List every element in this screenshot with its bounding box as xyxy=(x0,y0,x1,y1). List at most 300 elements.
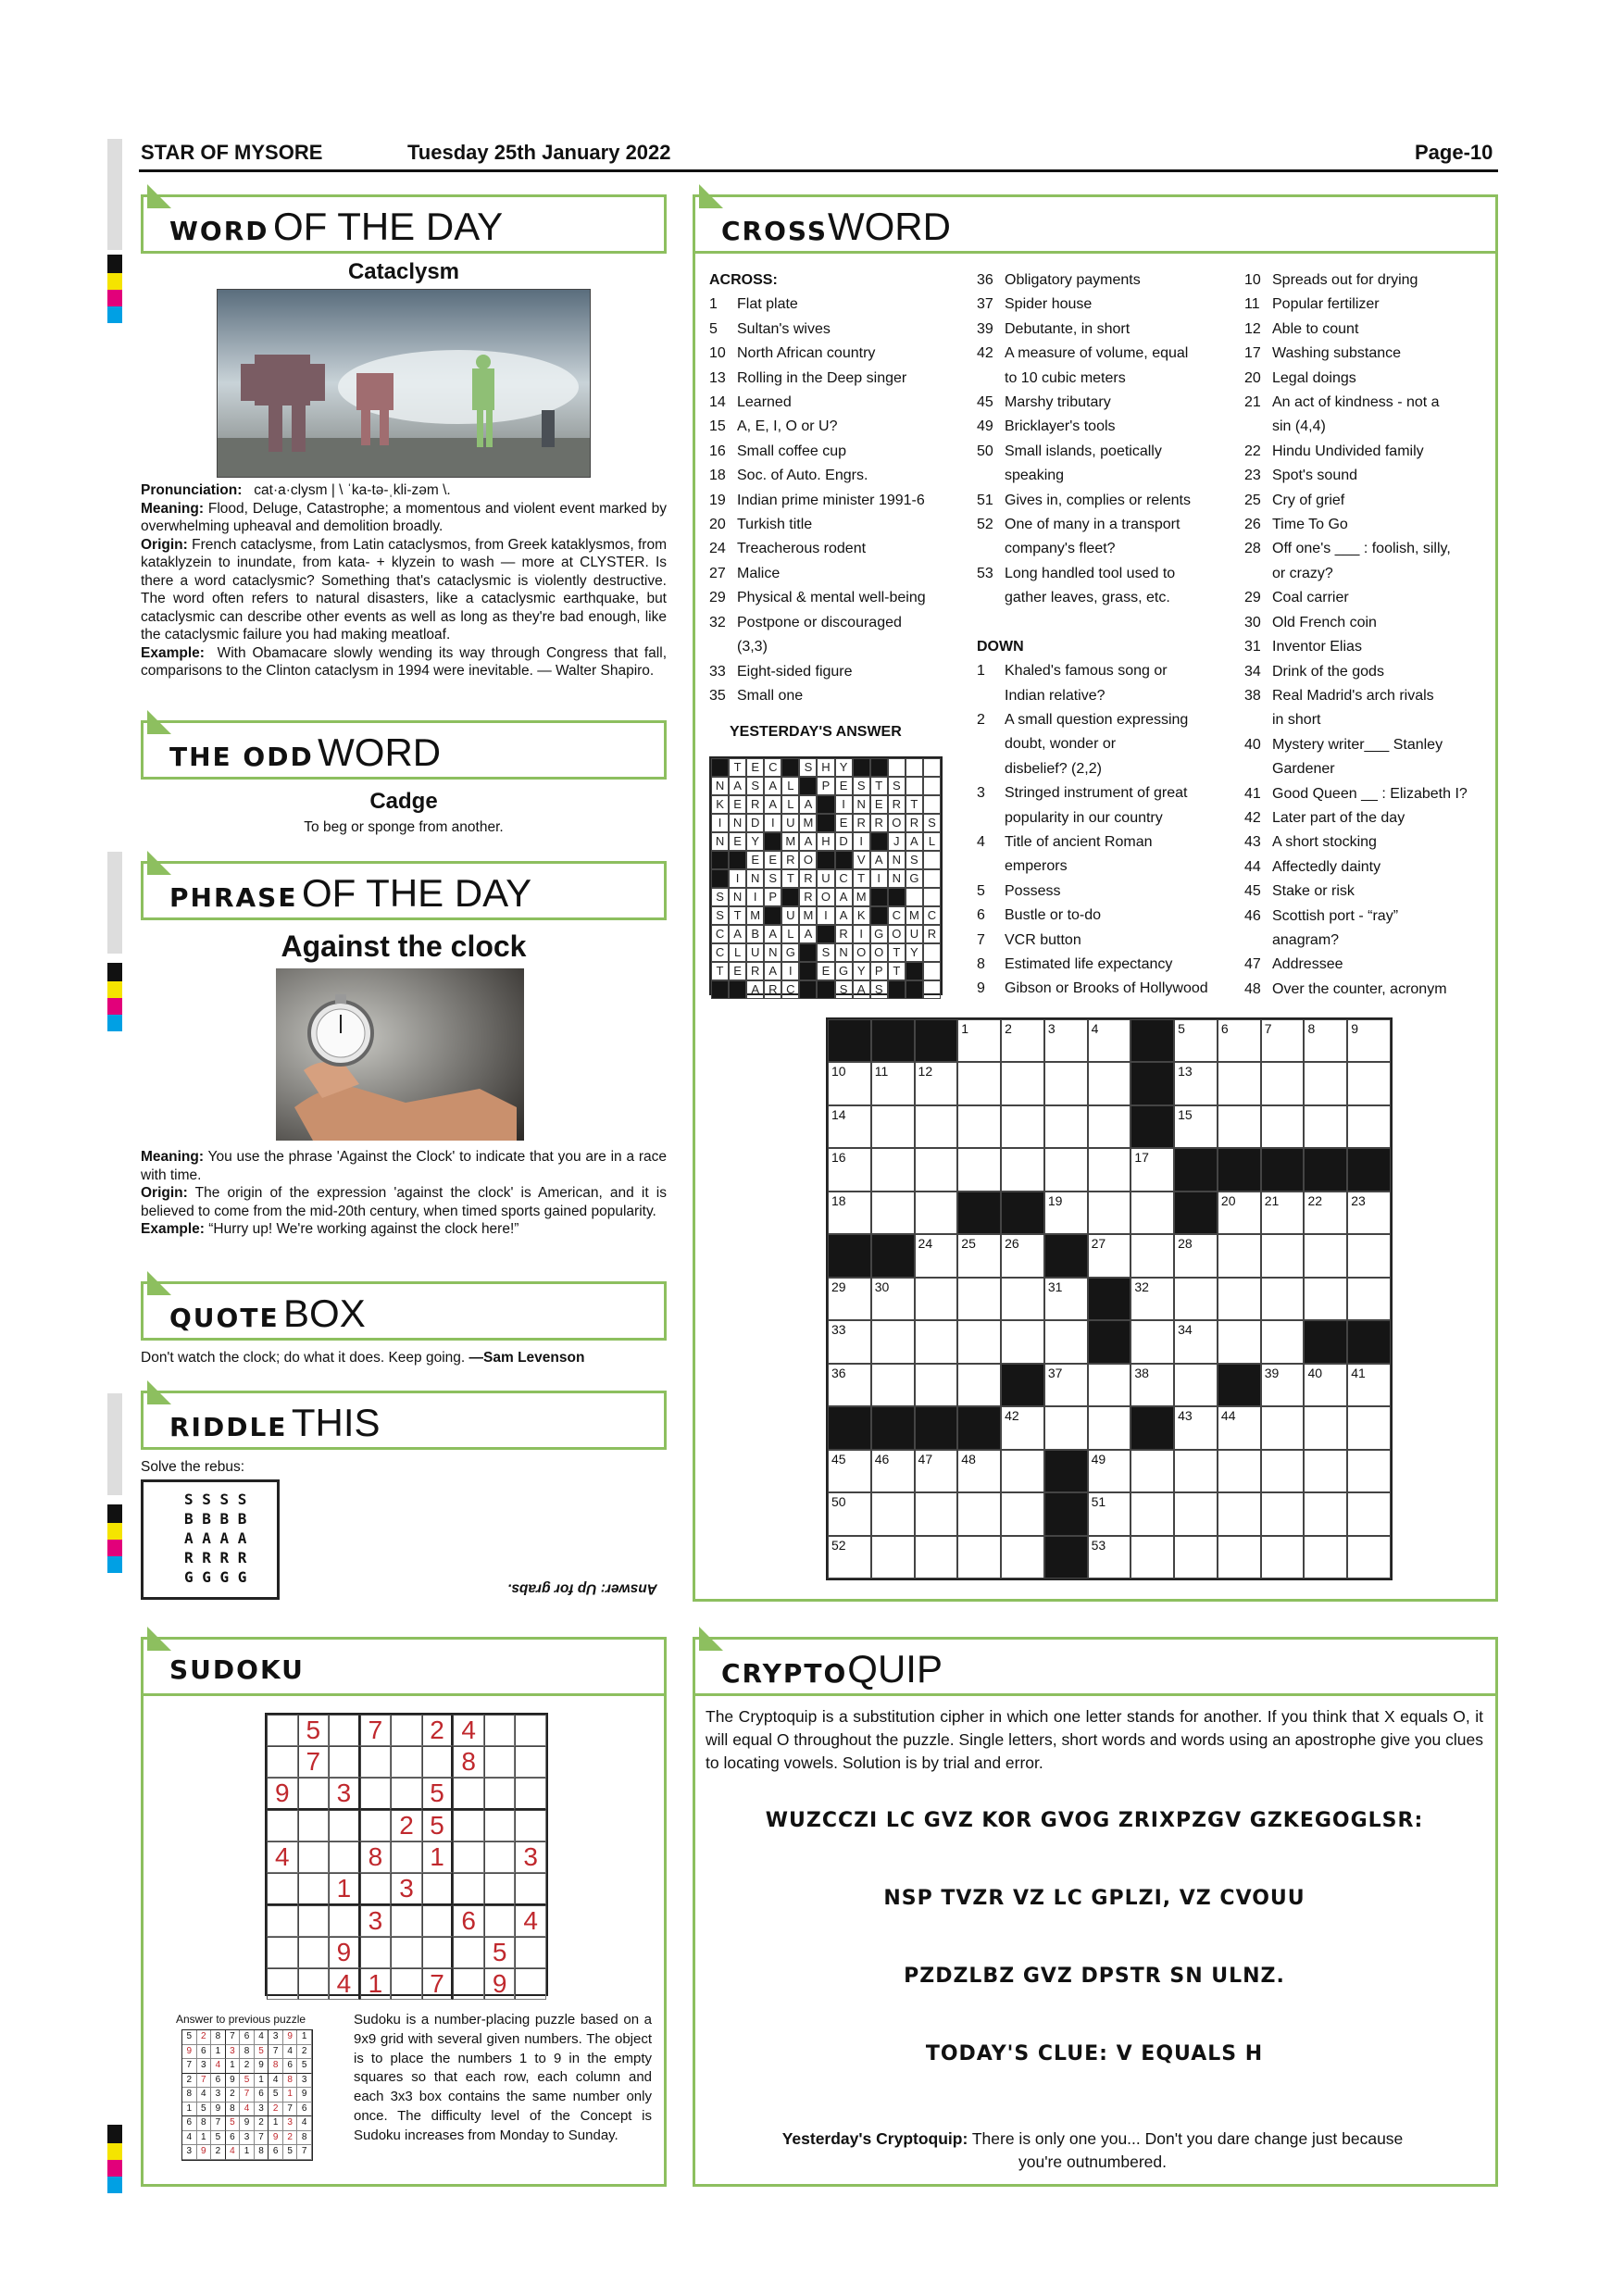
answer-cell: N xyxy=(764,943,781,962)
sudoku-cell[interactable] xyxy=(484,1873,516,1905)
crossword-cell[interactable] xyxy=(1001,1406,1044,1449)
crossword-cell[interactable] xyxy=(1304,1148,1347,1191)
sudoku-cell[interactable]: 9 xyxy=(267,1778,298,1810)
sudoku-cell[interactable] xyxy=(298,1810,330,1841)
crossword-cell[interactable] xyxy=(1347,1148,1391,1191)
crossword-cell[interactable] xyxy=(828,1278,871,1320)
crossword-cell[interactable] xyxy=(1304,1019,1347,1062)
crossword-cell[interactable] xyxy=(957,1320,1001,1363)
color-mark-yellow xyxy=(107,2143,122,2160)
sudoku-cell[interactable] xyxy=(298,1968,330,2000)
crossword-cell[interactable] xyxy=(1088,1492,1131,1535)
sudoku-cell[interactable] xyxy=(360,1937,392,1968)
crossword-cell[interactable] xyxy=(1261,1320,1305,1363)
sudoku-cell[interactable]: 2 xyxy=(422,1715,454,1746)
crossword-cell[interactable] xyxy=(828,1536,871,1578)
sudoku-cell[interactable] xyxy=(298,1937,330,1968)
sudoku-cell[interactable]: 1 xyxy=(329,1873,360,1905)
sudoku-cell[interactable]: 6 xyxy=(453,1905,484,1937)
sudoku-cell[interactable] xyxy=(329,1715,360,1746)
clue-row xyxy=(977,464,1231,488)
crossword-cell[interactable] xyxy=(1261,1234,1305,1277)
crossword-cell[interactable] xyxy=(1347,1278,1391,1320)
crossword-cell[interactable] xyxy=(1347,1192,1391,1234)
crossword-cell[interactable] xyxy=(1131,1492,1174,1535)
previous-answer-cell: 2 xyxy=(211,2145,226,2160)
clue-text: One of many in a transport xyxy=(1005,517,1181,533)
crossword-cell[interactable] xyxy=(1218,1062,1261,1104)
crossword-cell[interactable] xyxy=(1304,1364,1347,1406)
sudoku-cell[interactable] xyxy=(329,1905,360,1937)
crossword-cell[interactable] xyxy=(828,1450,871,1492)
crossword-cell[interactable] xyxy=(1001,1192,1044,1234)
sudoku-cell[interactable] xyxy=(484,1715,516,1746)
sudoku-cell[interactable] xyxy=(391,1841,422,1873)
sudoku-cell[interactable] xyxy=(484,1810,516,1841)
sudoku-cell[interactable] xyxy=(391,1778,422,1810)
crossword-cell[interactable] xyxy=(957,1536,1001,1578)
answer-cell: N xyxy=(711,832,729,851)
sudoku-cell[interactable]: 9 xyxy=(329,1937,360,1968)
crossword-cell[interactable] xyxy=(1088,1536,1131,1578)
crossword-cell[interactable] xyxy=(1174,1492,1218,1535)
crossword-cell[interactable] xyxy=(957,1364,1001,1406)
crossword-cell[interactable] xyxy=(1304,1062,1347,1104)
answer-cell: T xyxy=(888,943,906,962)
crossword-cell[interactable] xyxy=(1304,1406,1347,1449)
clue-number: 22 xyxy=(1244,443,1261,459)
crossword-cell[interactable] xyxy=(1174,1148,1218,1191)
sudoku-cell[interactable]: 5 xyxy=(422,1810,454,1841)
clue-row xyxy=(709,342,959,366)
crossword-cell[interactable] xyxy=(1261,1019,1305,1062)
crossword-cell[interactable] xyxy=(828,1492,871,1535)
previous-answer-cell: 8 xyxy=(197,2116,212,2131)
clue-row xyxy=(977,855,1231,879)
crossword-cell[interactable] xyxy=(1174,1450,1218,1492)
crossword-cell[interactable] xyxy=(1218,1320,1261,1363)
answer-cell: N xyxy=(888,869,906,888)
clue-row xyxy=(709,318,959,342)
sudoku-cell[interactable]: 5 xyxy=(298,1715,330,1746)
crossword-cell[interactable] xyxy=(828,1234,871,1277)
crossword-cell[interactable] xyxy=(1044,1234,1088,1277)
crossword-cell[interactable] xyxy=(1347,1406,1391,1449)
clue-number: 35 xyxy=(709,687,726,704)
sudoku-cell[interactable] xyxy=(298,1905,330,1937)
sudoku-cell[interactable]: 4 xyxy=(267,1841,298,1873)
sudoku-cell[interactable] xyxy=(515,1810,546,1841)
crossword-cell[interactable] xyxy=(1261,1062,1305,1104)
answer-cell: R xyxy=(746,795,764,814)
crossword-cell[interactable] xyxy=(828,1192,871,1234)
crossword-cell[interactable] xyxy=(1001,1450,1044,1492)
crossword-cell[interactable] xyxy=(871,1062,915,1104)
sudoku-cell[interactable]: 8 xyxy=(360,1841,392,1873)
crossword-cell[interactable] xyxy=(1131,1192,1174,1234)
sudoku-cell[interactable] xyxy=(484,1778,516,1810)
crossword-cell[interactable] xyxy=(1001,1492,1044,1535)
crossword-cell[interactable] xyxy=(1261,1278,1305,1320)
crossword-cell[interactable] xyxy=(1218,1105,1261,1148)
crossword-cell[interactable] xyxy=(1044,1492,1088,1535)
crossword-cell[interactable] xyxy=(871,1492,915,1535)
crossword-cell[interactable] xyxy=(1131,1148,1174,1191)
crossword-cell[interactable] xyxy=(915,1278,958,1320)
crossword-cell[interactable] xyxy=(1218,1192,1261,1234)
sudoku-cell[interactable] xyxy=(267,1873,298,1905)
crossword-cell[interactable] xyxy=(871,1019,915,1062)
crossword-cell[interactable] xyxy=(1044,1192,1088,1234)
crossword-cell[interactable] xyxy=(915,1364,958,1406)
sudoku-cell[interactable]: 3 xyxy=(360,1905,392,1937)
crossword-cell[interactable] xyxy=(1261,1148,1305,1191)
crossword-cell[interactable] xyxy=(871,1192,915,1234)
crossword-cell[interactable] xyxy=(1044,1450,1088,1492)
crossword-cell[interactable] xyxy=(957,1450,1001,1492)
crossword-cell[interactable] xyxy=(871,1148,915,1191)
answer-cell: A xyxy=(729,777,746,795)
crossword-cell[interactable] xyxy=(1174,1019,1218,1062)
sudoku-cell[interactable]: 8 xyxy=(453,1746,484,1778)
clue-row xyxy=(1244,953,1494,977)
sudoku-cell[interactable]: 4 xyxy=(453,1715,484,1746)
sudoku-cell[interactable] xyxy=(360,1810,392,1841)
crossword-cell[interactable] xyxy=(1218,1536,1261,1578)
sudoku-cell[interactable] xyxy=(422,1937,454,1968)
crossword-cell[interactable] xyxy=(1304,1320,1347,1363)
crossword-cell[interactable] xyxy=(1044,1105,1088,1148)
crossword-cell[interactable] xyxy=(871,1536,915,1578)
sudoku-cell[interactable] xyxy=(267,1968,298,2000)
answer-cell: I xyxy=(764,814,781,832)
crossword-cell[interactable] xyxy=(828,1364,871,1406)
crossword-cell[interactable] xyxy=(957,1234,1001,1277)
crossword-cell[interactable] xyxy=(1174,1364,1218,1406)
cell-number: 25 xyxy=(961,1236,976,1252)
crossword-cell[interactable] xyxy=(915,1062,958,1104)
crossword-cell[interactable] xyxy=(1218,1492,1261,1535)
crossword-cell[interactable] xyxy=(1347,1320,1391,1363)
crossword-cell[interactable] xyxy=(957,1278,1001,1320)
sudoku-cell[interactable] xyxy=(298,1841,330,1873)
crossword-cell[interactable] xyxy=(1347,1450,1391,1492)
answer-cell: G xyxy=(870,925,888,943)
sudoku-cell[interactable] xyxy=(453,1937,484,1968)
crossword-cell[interactable] xyxy=(1131,1019,1174,1062)
crossword-cell[interactable] xyxy=(1131,1278,1174,1320)
crossword-cell[interactable] xyxy=(1131,1406,1174,1449)
crossword-cell[interactable] xyxy=(915,1234,958,1277)
sudoku-cell[interactable] xyxy=(298,1873,330,1905)
crossword-cell[interactable] xyxy=(1174,1278,1218,1320)
sudoku-cell[interactable] xyxy=(453,1968,484,2000)
crossword-cell[interactable] xyxy=(1174,1192,1218,1234)
crossword-cell[interactable] xyxy=(1044,1536,1088,1578)
crossword-cell[interactable] xyxy=(1174,1320,1218,1363)
crossword-cell[interactable] xyxy=(957,1019,1001,1062)
crossword-cell[interactable] xyxy=(1261,1192,1305,1234)
sudoku-cell[interactable] xyxy=(484,1746,516,1778)
sudoku-cell[interactable] xyxy=(329,1841,360,1873)
crossword-cell[interactable] xyxy=(1088,1192,1131,1234)
clue-row xyxy=(709,367,959,391)
answer-cell xyxy=(906,888,923,906)
sudoku-cell[interactable] xyxy=(329,1810,360,1841)
crossword-cell[interactable] xyxy=(1131,1105,1174,1148)
crossword-cell[interactable] xyxy=(1088,1406,1131,1449)
crossword-cell[interactable] xyxy=(957,1148,1001,1191)
sudoku-cell[interactable] xyxy=(391,1746,422,1778)
crossword-cell[interactable] xyxy=(828,1062,871,1104)
sudoku-cell[interactable]: 1 xyxy=(360,1968,392,2000)
answer-cell: N xyxy=(729,888,746,906)
crossword-cell[interactable] xyxy=(1131,1234,1174,1277)
previous-answer-cell: 5 xyxy=(297,2059,312,2074)
crossword-cell[interactable] xyxy=(1044,1278,1088,1320)
origin: Origin: French cataclysme, from Latin cataclysmos, from Greek kataklysmos, from kataklyzein to inundate, from kata- + klyzein to wash — more at CLYSTER. Is there a word cataclysmic? Something that's cataclysmic is violently destructive. The word often refers to natural disasters, like a cataclysmic earthquake, but cataclysmic can describe other events as well as long as they're bad enough, like the cataclysmic failure you had making meatloaf. xyxy=(141,536,668,643)
crossword-cell[interactable] xyxy=(957,1406,1001,1449)
sudoku-cell[interactable]: 2 xyxy=(391,1810,422,1841)
crossword-cell[interactable] xyxy=(1088,1320,1131,1363)
crossword-cell[interactable] xyxy=(915,1148,958,1191)
crossword-cell[interactable] xyxy=(1261,1105,1305,1148)
crossword-cell[interactable] xyxy=(1347,1062,1391,1104)
sudoku-cell[interactable]: 7 xyxy=(422,1968,454,2000)
crossword-cell[interactable] xyxy=(1347,1364,1391,1406)
crossword-cell[interactable] xyxy=(1088,1019,1131,1062)
sudoku-cell[interactable]: 9 xyxy=(484,1968,516,2000)
clue-row xyxy=(709,611,959,635)
sudoku-cell[interactable]: 3 xyxy=(391,1873,422,1905)
sudoku-cell[interactable] xyxy=(267,1905,298,1937)
sudoku-cell[interactable] xyxy=(453,1873,484,1905)
sudoku-cell[interactable] xyxy=(267,1810,298,1841)
crossword-cell[interactable] xyxy=(828,1019,871,1062)
crossword-cell[interactable] xyxy=(1347,1019,1391,1062)
crossword-cell[interactable] xyxy=(1131,1536,1174,1578)
crossword-cell[interactable] xyxy=(828,1148,871,1191)
answer-cell xyxy=(923,962,941,980)
sudoku-cell[interactable]: 5 xyxy=(422,1778,454,1810)
crossword-cell[interactable] xyxy=(957,1105,1001,1148)
answer-cell: R xyxy=(870,814,888,832)
sudoku-cell[interactable]: 7 xyxy=(360,1715,392,1746)
clue-number: 1 xyxy=(709,296,718,313)
previous-answer-cell: 8 xyxy=(269,2059,283,2074)
crossword-cell[interactable] xyxy=(1001,1148,1044,1191)
crossword-cell[interactable] xyxy=(828,1406,871,1449)
crossword-cell[interactable] xyxy=(1174,1406,1218,1449)
sudoku-cell[interactable] xyxy=(515,1873,546,1905)
crossword-cell[interactable] xyxy=(1261,1536,1305,1578)
crossword-cell[interactable] xyxy=(915,1320,958,1363)
sudoku-cell[interactable] xyxy=(391,1905,422,1937)
crossword-cell[interactable] xyxy=(1347,1105,1391,1148)
clue-text: Washing substance xyxy=(1272,345,1402,362)
sudoku-cell[interactable] xyxy=(484,1841,516,1873)
crossword-cell[interactable] xyxy=(1044,1320,1088,1363)
crossword-cell[interactable] xyxy=(1347,1536,1391,1578)
cell-number: 24 xyxy=(918,1236,933,1252)
crossword-cell[interactable] xyxy=(1347,1234,1391,1277)
sudoku-grid xyxy=(265,1713,548,1996)
sudoku-cell[interactable] xyxy=(453,1841,484,1873)
crossword-cell[interactable] xyxy=(1261,1450,1305,1492)
crossword-cell[interactable] xyxy=(871,1406,915,1449)
crossword-cell[interactable] xyxy=(1001,1364,1044,1406)
answer-cell: R xyxy=(764,980,781,999)
sudoku-cell[interactable]: 4 xyxy=(329,1968,360,2000)
crossword-cell[interactable] xyxy=(828,1105,871,1148)
clue-text: A short stocking xyxy=(1272,834,1377,851)
crossword-cell[interactable] xyxy=(1131,1364,1174,1406)
answer-cell xyxy=(817,795,834,814)
sudoku-cell[interactable] xyxy=(453,1778,484,1810)
crossword-cell[interactable] xyxy=(1261,1492,1305,1535)
clue-row xyxy=(1244,660,1494,684)
crossword-cell[interactable] xyxy=(1261,1406,1305,1449)
sudoku-cell[interactable] xyxy=(422,1873,454,1905)
sudoku-cell[interactable] xyxy=(360,1778,392,1810)
sudoku-cell[interactable] xyxy=(484,1905,516,1937)
clue-row xyxy=(977,268,1231,293)
crossword-cell[interactable] xyxy=(871,1364,915,1406)
crossword-cell[interactable] xyxy=(1347,1492,1391,1535)
crossword-cell[interactable] xyxy=(1131,1450,1174,1492)
sudoku-cell[interactable] xyxy=(391,1937,422,1968)
crossword-cell[interactable] xyxy=(828,1320,871,1363)
sudoku-cell[interactable] xyxy=(515,1968,546,2000)
sudoku-cell[interactable]: 4 xyxy=(515,1905,546,1937)
crossword-cell[interactable] xyxy=(871,1278,915,1320)
crossword-cell[interactable] xyxy=(1218,1148,1261,1191)
answer-cell: T xyxy=(853,869,870,888)
sudoku-cell[interactable] xyxy=(515,1715,546,1746)
sudoku-cell[interactable]: 7 xyxy=(298,1746,330,1778)
crossword-cell[interactable] xyxy=(1088,1278,1131,1320)
crossword-cell[interactable] xyxy=(1088,1105,1131,1148)
crossword-cell[interactable] xyxy=(1088,1062,1131,1104)
sudoku-cell[interactable] xyxy=(515,1778,546,1810)
crossword-cell[interactable] xyxy=(1304,1234,1347,1277)
crossword-cell[interactable] xyxy=(1001,1019,1044,1062)
sudoku-cell[interactable]: 1 xyxy=(422,1841,454,1873)
crossword-cell[interactable] xyxy=(957,1062,1001,1104)
crossword-cell[interactable] xyxy=(915,1450,958,1492)
crossword-cell[interactable] xyxy=(871,1320,915,1363)
sudoku-cell[interactable] xyxy=(267,1746,298,1778)
crossword-cell[interactable] xyxy=(1174,1105,1218,1148)
answer-cell: O xyxy=(870,943,888,962)
crossword-cell[interactable] xyxy=(1218,1364,1261,1406)
crossword-cell[interactable] xyxy=(1261,1364,1305,1406)
crossword-cell[interactable] xyxy=(1218,1019,1261,1062)
crossword-cell[interactable] xyxy=(915,1192,958,1234)
crossword-cell[interactable] xyxy=(1131,1320,1174,1363)
cell-number: 33 xyxy=(831,1322,846,1338)
previous-answer-cell: 7 xyxy=(182,2059,197,2074)
crossword-cell[interactable] xyxy=(1218,1450,1261,1492)
crossword-cell[interactable] xyxy=(871,1234,915,1277)
crossword-cell[interactable] xyxy=(1001,1234,1044,1277)
sudoku-cell[interactable]: 3 xyxy=(515,1841,546,1873)
crossword-cell[interactable] xyxy=(1304,1492,1347,1535)
crossword-cell[interactable] xyxy=(1304,1192,1347,1234)
sudoku-cell[interactable] xyxy=(515,1937,546,1968)
previous-answer-cell: 7 xyxy=(269,2045,283,2060)
sudoku-cell[interactable] xyxy=(360,1873,392,1905)
sudoku-cell[interactable] xyxy=(391,1715,422,1746)
crossword-cell[interactable] xyxy=(1044,1019,1088,1062)
sudoku-cell[interactable] xyxy=(453,1810,484,1841)
sudoku-cell[interactable] xyxy=(360,1746,392,1778)
clue-number: 14 xyxy=(709,394,726,411)
crossword-cell[interactable] xyxy=(1131,1062,1174,1104)
sudoku-cell[interactable] xyxy=(422,1905,454,1937)
crossword-cell[interactable] xyxy=(1304,1105,1347,1148)
crossword-cell[interactable] xyxy=(1044,1062,1088,1104)
crossword-cell[interactable] xyxy=(1304,1536,1347,1578)
crossword-cell[interactable] xyxy=(915,1536,958,1578)
sudoku-cell[interactable] xyxy=(515,1746,546,1778)
crossword-cell[interactable] xyxy=(1218,1278,1261,1320)
sudoku-cell[interactable] xyxy=(267,1715,298,1746)
crossword-cell[interactable] xyxy=(915,1019,958,1062)
crossword-cell[interactable] xyxy=(1218,1234,1261,1277)
crossword-cell[interactable] xyxy=(1001,1536,1044,1578)
cell-number: 19 xyxy=(1047,1192,1063,1208)
sudoku-cell[interactable] xyxy=(267,1937,298,1968)
crossword-cell[interactable] xyxy=(915,1105,958,1148)
crossword-cell[interactable] xyxy=(1044,1406,1088,1449)
crossword-cell[interactable] xyxy=(915,1492,958,1535)
sudoku-cell[interactable]: 3 xyxy=(329,1778,360,1810)
section-title-small: PHRASE xyxy=(169,882,298,913)
crossword-cell[interactable] xyxy=(915,1406,958,1449)
crossword-cell[interactable] xyxy=(1088,1148,1131,1191)
crossword-cell[interactable] xyxy=(1044,1148,1088,1191)
crossword-cell[interactable] xyxy=(1088,1234,1131,1277)
answer-cell: E xyxy=(729,795,746,814)
crossword-cell[interactable] xyxy=(1001,1105,1044,1148)
crossword-cell[interactable] xyxy=(1174,1062,1218,1104)
previous-answer-cell: 9 xyxy=(269,2131,283,2146)
sudoku-cell[interactable] xyxy=(422,1746,454,1778)
crossword-cell[interactable] xyxy=(1001,1062,1044,1104)
crossword-cell[interactable] xyxy=(1174,1234,1218,1277)
crossword-cell[interactable] xyxy=(1304,1450,1347,1492)
crossword-cell[interactable] xyxy=(1174,1536,1218,1578)
crossword-cell[interactable] xyxy=(1218,1406,1261,1449)
sudoku-cell[interactable] xyxy=(391,1968,422,2000)
previous-answer-cell: 5 xyxy=(226,2116,241,2131)
sudoku-cell[interactable]: 5 xyxy=(484,1937,516,1968)
crossword-cell[interactable] xyxy=(1001,1278,1044,1320)
crossword-cell[interactable] xyxy=(1001,1320,1044,1363)
answer-cell xyxy=(799,777,817,795)
crossword-cell[interactable] xyxy=(1088,1450,1131,1492)
sudoku-cell[interactable] xyxy=(298,1778,330,1810)
crossword-cell[interactable] xyxy=(1088,1364,1131,1406)
sudoku-cell[interactable] xyxy=(329,1746,360,1778)
crossword-cell[interactable] xyxy=(871,1450,915,1492)
crossword-cell[interactable] xyxy=(871,1105,915,1148)
crossword-cell[interactable] xyxy=(957,1492,1001,1535)
crossword-cell[interactable] xyxy=(1304,1278,1347,1320)
crossword-cell[interactable] xyxy=(1044,1364,1088,1406)
crossword-cell[interactable] xyxy=(957,1192,1001,1234)
